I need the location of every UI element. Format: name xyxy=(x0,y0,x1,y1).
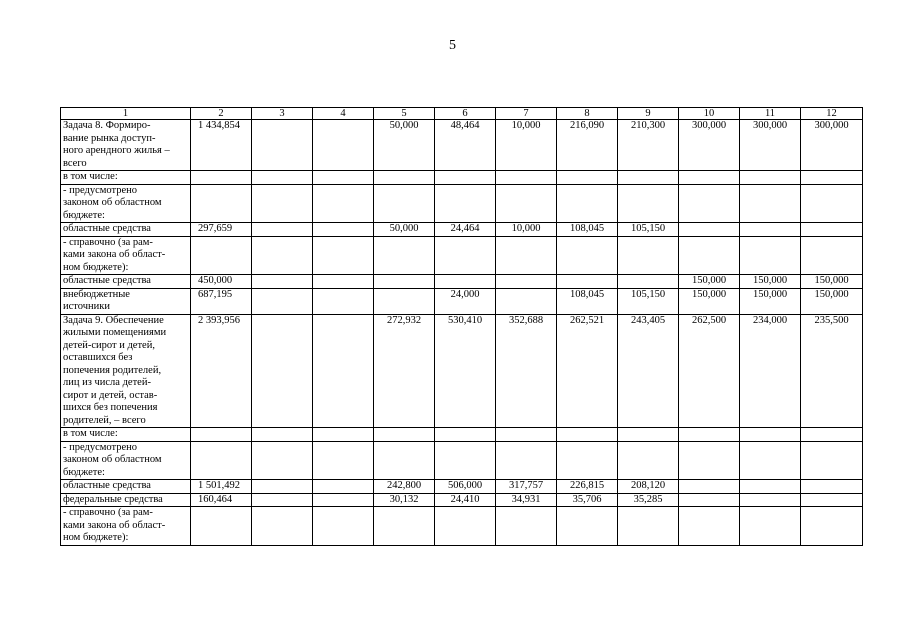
table-cell xyxy=(252,236,313,275)
table-cell: 34,931 xyxy=(496,493,557,507)
table-cell: 226,815 xyxy=(557,480,618,494)
table-cell xyxy=(618,171,679,185)
table-cell xyxy=(374,428,435,442)
table-cell xyxy=(740,223,801,237)
table-cell xyxy=(679,507,740,546)
table-cell: 450,000 xyxy=(191,275,252,289)
table-cell xyxy=(618,428,679,442)
table-cell: 300,000 xyxy=(679,120,740,171)
table-cell: 150,000 xyxy=(740,275,801,289)
table-cell: 105,150 xyxy=(618,288,679,314)
table-cell xyxy=(679,428,740,442)
table-cell xyxy=(496,184,557,223)
table-cell: 24,000 xyxy=(435,288,496,314)
table-cell: 50,000 xyxy=(374,120,435,171)
table-cell xyxy=(740,507,801,546)
table-cell xyxy=(374,507,435,546)
table-cell: 216,090 xyxy=(557,120,618,171)
table-cell xyxy=(252,288,313,314)
table-cell xyxy=(435,236,496,275)
table-row xyxy=(61,314,863,428)
table-cell: 35,285 xyxy=(618,493,679,507)
table-cell xyxy=(252,428,313,442)
column-header: 1 xyxy=(61,108,191,120)
table-cell: 262,500 xyxy=(679,314,740,428)
table-cell xyxy=(191,184,252,223)
table-cell: 506,000 xyxy=(435,480,496,494)
column-header: 10 xyxy=(679,108,740,120)
table-cell: 50,000 xyxy=(374,223,435,237)
table-row xyxy=(61,171,863,185)
table-cell: 150,000 xyxy=(801,288,863,314)
table-cell: 30,132 xyxy=(374,493,435,507)
column-header: 11 xyxy=(740,108,801,120)
table-cell xyxy=(313,120,374,171)
column-header: 12 xyxy=(801,108,863,120)
table-cell xyxy=(313,428,374,442)
table-cell xyxy=(557,184,618,223)
table-cell: 24,464 xyxy=(435,223,496,237)
table-cell xyxy=(740,428,801,442)
table-cell xyxy=(496,275,557,289)
table-cell xyxy=(313,288,374,314)
row-label: областные средства xyxy=(61,480,191,494)
table-cell xyxy=(557,171,618,185)
table-row xyxy=(61,507,863,546)
table-cell xyxy=(252,493,313,507)
table-cell xyxy=(496,171,557,185)
table-cell xyxy=(801,236,863,275)
table-cell xyxy=(191,507,252,546)
table-cell xyxy=(374,275,435,289)
table-cell xyxy=(740,236,801,275)
column-header: 5 xyxy=(374,108,435,120)
row-label: внебюджетные источники xyxy=(61,288,191,314)
table-row xyxy=(61,223,863,237)
table-cell: 2 393,956 xyxy=(191,314,252,428)
table-cell xyxy=(679,236,740,275)
row-label: - предусмотрено законом об областном бюджете: xyxy=(61,441,191,480)
table-cell xyxy=(496,236,557,275)
table-cell xyxy=(191,171,252,185)
table-cell: 262,521 xyxy=(557,314,618,428)
table-cell: 352,688 xyxy=(496,314,557,428)
table-cell xyxy=(374,288,435,314)
table-cell xyxy=(557,507,618,546)
row-label: - предусмотрено законом об областном бюджете: xyxy=(61,184,191,223)
table-cell xyxy=(374,236,435,275)
table-row xyxy=(61,275,863,289)
row-label: в том числе: xyxy=(61,428,191,442)
table-cell xyxy=(740,441,801,480)
table-cell: 300,000 xyxy=(801,120,863,171)
table-cell xyxy=(679,184,740,223)
table-cell: 10,000 xyxy=(496,223,557,237)
row-label: Задача 9. Обеспечение жилыми помещениями детей-сирот и детей, оставшихся без попечения родителей, лиц из числа детей- сирот и детей, остав- шихся без попечения родителей, – всего xyxy=(61,314,191,428)
row-label: в том числе: xyxy=(61,171,191,185)
table-cell: 530,410 xyxy=(435,314,496,428)
table-cell xyxy=(252,314,313,428)
table-cell xyxy=(496,507,557,546)
table-cell xyxy=(435,507,496,546)
table-cell: 210,300 xyxy=(618,120,679,171)
table-cell xyxy=(252,441,313,480)
table-cell: 108,045 xyxy=(557,288,618,314)
budget-table xyxy=(60,107,863,546)
table-cell: 48,464 xyxy=(435,120,496,171)
table-cell xyxy=(801,184,863,223)
table-cell xyxy=(191,441,252,480)
column-header: 3 xyxy=(252,108,313,120)
table-cell: 150,000 xyxy=(801,275,863,289)
table-cell xyxy=(313,441,374,480)
table-cell: 235,500 xyxy=(801,314,863,428)
row-label: областные средства xyxy=(61,223,191,237)
table-cell xyxy=(313,236,374,275)
row-label: федеральные средства xyxy=(61,493,191,507)
table-cell xyxy=(252,184,313,223)
table-cell xyxy=(801,507,863,546)
table-cell: 687,195 xyxy=(191,288,252,314)
table-cell: 105,150 xyxy=(618,223,679,237)
table-cell xyxy=(374,171,435,185)
row-label: Задача 8. Формиро- вание рынка доступ- ного арендного жилья – всего xyxy=(61,120,191,171)
table-cell xyxy=(435,171,496,185)
column-header: 7 xyxy=(496,108,557,120)
table-cell xyxy=(618,275,679,289)
row-label: - справочно (за рам- ками закона об област- ном бюджете): xyxy=(61,507,191,546)
table-row xyxy=(61,493,863,507)
table-cell xyxy=(618,184,679,223)
table-cell: 208,120 xyxy=(618,480,679,494)
table-cell xyxy=(435,441,496,480)
table-cell: 150,000 xyxy=(679,275,740,289)
table-cell xyxy=(618,507,679,546)
column-header: 8 xyxy=(557,108,618,120)
table-cell: 1 501,492 xyxy=(191,480,252,494)
table-cell: 1 434,854 xyxy=(191,120,252,171)
table-row xyxy=(61,120,863,171)
table-cell xyxy=(313,493,374,507)
table-cell xyxy=(496,428,557,442)
column-header: 2 xyxy=(191,108,252,120)
table-cell xyxy=(557,275,618,289)
column-header: 4 xyxy=(313,108,374,120)
table-cell xyxy=(557,236,618,275)
table-cell xyxy=(313,223,374,237)
table-cell xyxy=(252,120,313,171)
table-cell: 108,045 xyxy=(557,223,618,237)
page-number: 5 xyxy=(449,38,456,53)
table-cell: 234,000 xyxy=(740,314,801,428)
table-cell xyxy=(252,171,313,185)
table-cell xyxy=(435,428,496,442)
table-cell: 24,410 xyxy=(435,493,496,507)
table-cell xyxy=(252,275,313,289)
table-cell: 35,706 xyxy=(557,493,618,507)
table-cell xyxy=(679,493,740,507)
table-cell xyxy=(313,184,374,223)
table-cell xyxy=(801,428,863,442)
table-cell xyxy=(435,275,496,289)
table-cell xyxy=(740,171,801,185)
table-cell: 297,659 xyxy=(191,223,252,237)
table-cell: 300,000 xyxy=(740,120,801,171)
table-cell: 242,800 xyxy=(374,480,435,494)
table-cell xyxy=(252,223,313,237)
table-cell xyxy=(740,480,801,494)
table-cell xyxy=(740,184,801,223)
table-cell xyxy=(313,480,374,494)
table-cell xyxy=(313,507,374,546)
table-cell: 150,000 xyxy=(679,288,740,314)
table-row xyxy=(61,480,863,494)
table-cell xyxy=(679,441,740,480)
table-cell xyxy=(557,428,618,442)
table-cell xyxy=(679,480,740,494)
table-cell xyxy=(191,428,252,442)
table-row xyxy=(61,184,863,223)
table-cell: 272,932 xyxy=(374,314,435,428)
table-cell xyxy=(435,184,496,223)
table-cell xyxy=(313,275,374,289)
table-cell xyxy=(801,171,863,185)
table-cell xyxy=(557,441,618,480)
table-row xyxy=(61,236,863,275)
row-label: - справочно (за рам- ками закона об област- ном бюджете): xyxy=(61,236,191,275)
table-cell xyxy=(679,171,740,185)
table-cell xyxy=(252,507,313,546)
table-row xyxy=(61,288,863,314)
table-cell: 10,000 xyxy=(496,120,557,171)
table-cell xyxy=(313,314,374,428)
table-cell xyxy=(252,480,313,494)
table-cell xyxy=(801,441,863,480)
table-cell xyxy=(679,223,740,237)
column-header: 9 xyxy=(618,108,679,120)
table-row xyxy=(61,441,863,480)
table-cell xyxy=(618,441,679,480)
table-cell: 160,464 xyxy=(191,493,252,507)
table-cell xyxy=(801,493,863,507)
row-label: областные средства xyxy=(61,275,191,289)
table-cell xyxy=(496,441,557,480)
header-row xyxy=(61,108,863,120)
table-cell xyxy=(374,441,435,480)
table-cell: 150,000 xyxy=(740,288,801,314)
table-cell xyxy=(374,184,435,223)
table-cell xyxy=(191,236,252,275)
table-cell xyxy=(618,236,679,275)
table-cell xyxy=(496,288,557,314)
table-cell xyxy=(313,171,374,185)
table-cell xyxy=(740,493,801,507)
table-cell: 317,757 xyxy=(496,480,557,494)
table-cell: 243,405 xyxy=(618,314,679,428)
column-header: 6 xyxy=(435,108,496,120)
table-cell xyxy=(801,223,863,237)
table-cell xyxy=(801,480,863,494)
table-row xyxy=(61,428,863,442)
